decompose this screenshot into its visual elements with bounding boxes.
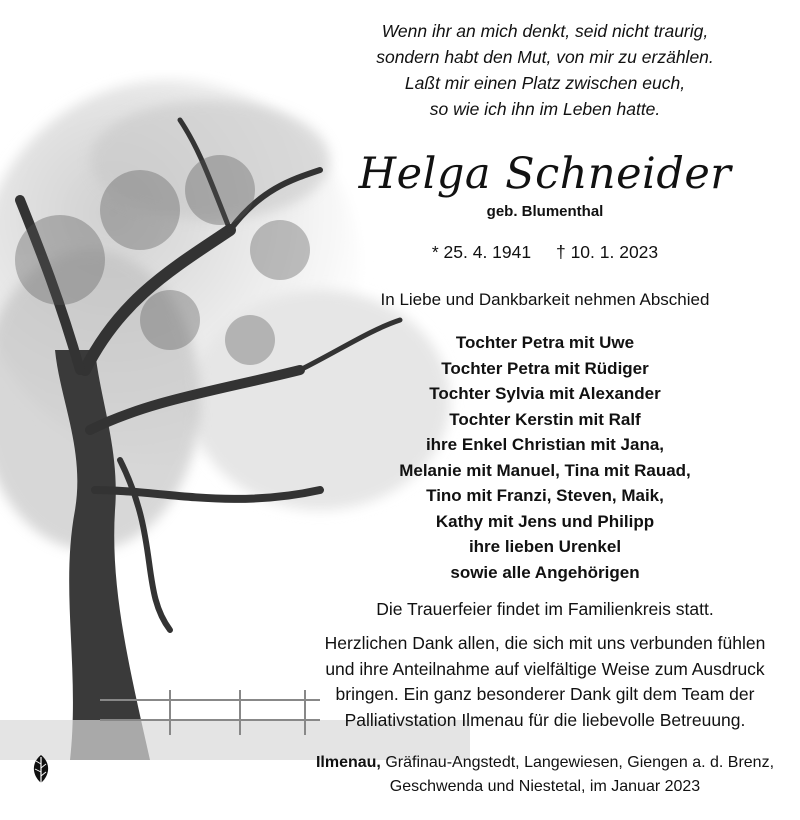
mourners-list bbox=[300, 330, 790, 585]
place-main: Ilmenau, bbox=[315, 754, 381, 771]
mourner-line: sowie alle Angehörigen bbox=[450, 562, 640, 582]
poem bbox=[300, 18, 790, 122]
mourner-line: ihre Enkel Christian mit Jana, bbox=[425, 435, 665, 454]
mourner-line: Tino mit Franzi, Steven, Maik, bbox=[426, 486, 664, 505]
place-line-1 bbox=[300, 751, 790, 775]
poem-line: Wenn ihr an mich denkt, seid nicht traurig, bbox=[381, 21, 709, 41]
birth-name: geb. Blumenthal bbox=[486, 203, 604, 220]
thanks-line: Herzlichen Dank allen, die sich mit uns verbunden fühlen bbox=[324, 633, 766, 653]
poem-line: so wie ich ihn im Leben hatte. bbox=[429, 99, 661, 119]
deceased-name: Helga Schneider bbox=[358, 149, 732, 199]
mourner-line: Kathy mit Jens und Philipp bbox=[435, 511, 655, 531]
place-and-date bbox=[300, 751, 790, 799]
place-others: Gräfinau-Angstedt, Langewiesen, Giengen a. d. Brenz, bbox=[380, 754, 775, 771]
birth-date: * 25. 4. 1941 bbox=[431, 242, 532, 262]
poem-line: Laßt mir einen Platz zwischen euch, bbox=[404, 73, 686, 93]
mourner-line: Tochter Kerstin mit Ralf bbox=[449, 409, 641, 429]
mourner-line: Tochter Petra mit Uwe bbox=[455, 333, 635, 352]
death-date: † 10. 1. 2023 bbox=[555, 242, 659, 262]
mourner-line: Melanie mit Manuel, Tina mit Rauad, bbox=[399, 460, 691, 480]
thanks-line: Palliativstation Ilmenau für die liebevolle Betreuung. bbox=[344, 709, 746, 730]
leaf-icon bbox=[30, 754, 52, 788]
poem-line: sondern habt den Mut, von mir zu erzählen. bbox=[376, 47, 714, 67]
mourner-line: Tochter Sylvia mit Alexander bbox=[429, 384, 661, 403]
mourner-line: Tochter Petra mit Rüdiger bbox=[441, 358, 649, 378]
funeral-notice: Die Trauerfeier findet im Familienkreis statt. bbox=[376, 599, 714, 619]
place-line-2: Geschwenda und Niestetal, im Januar 2023 bbox=[389, 778, 701, 795]
farewell-intro: In Liebe und Dankbarkeit nehmen Abschied bbox=[380, 290, 710, 309]
thanks-line: und ihre Anteilnahme auf vielfältige Weise zum Ausdruck bbox=[325, 658, 765, 679]
mourner-line: ihre lieben Urenkel bbox=[468, 537, 622, 556]
thanks-text bbox=[300, 631, 790, 733]
thanks-line: bringen. Ein ganz besonderer Dank gilt dem Team der bbox=[335, 684, 755, 704]
life-dates bbox=[300, 242, 790, 263]
